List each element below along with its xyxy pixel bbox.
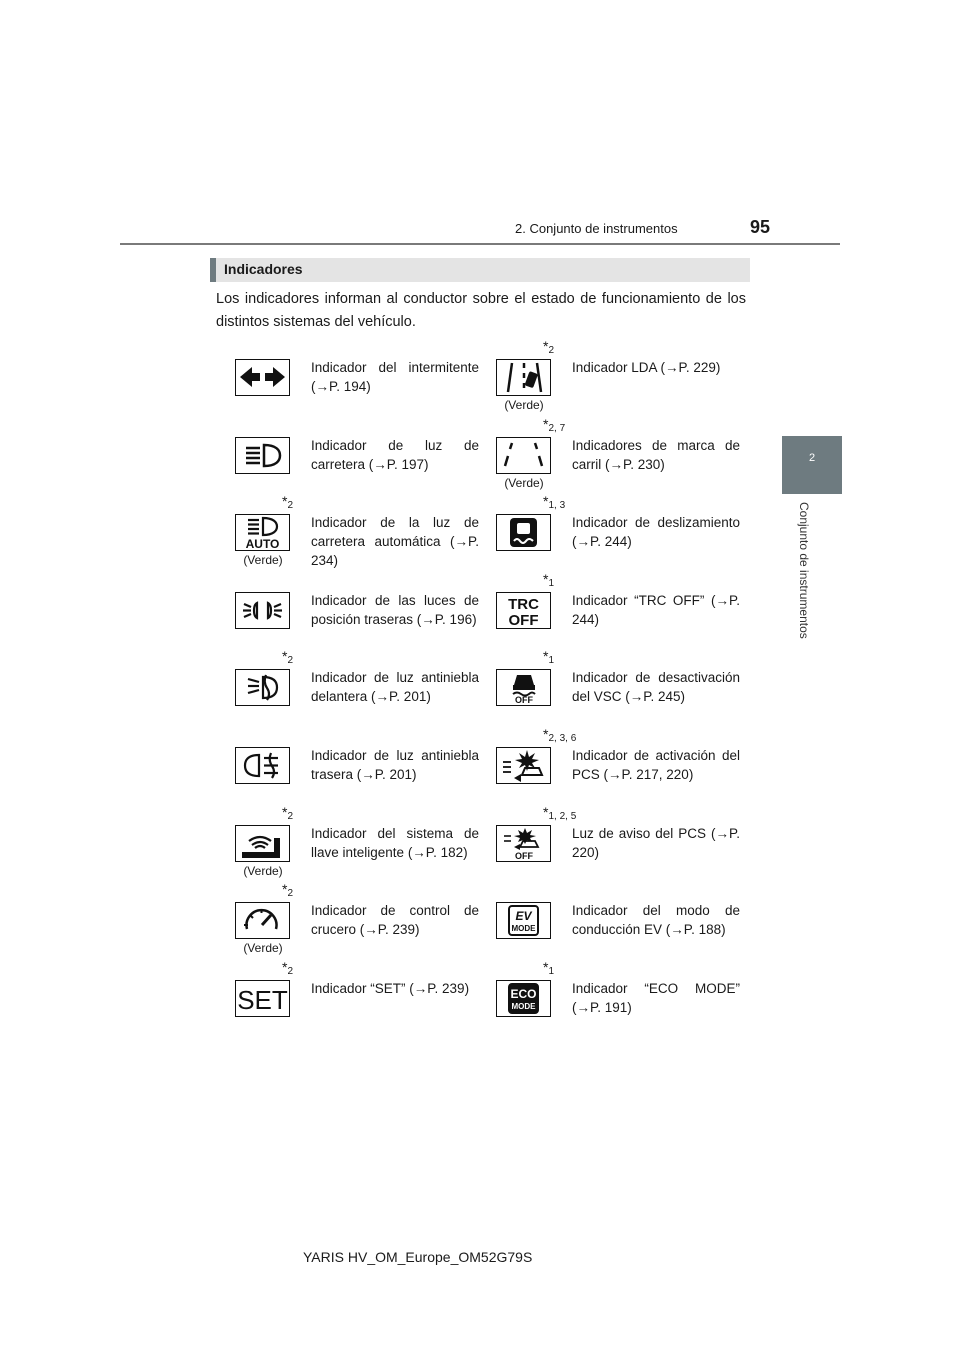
indicator-entry <box>210 726 479 804</box>
indicator-description: Indicador de luz de carretera (→P. 197) <box>311 437 479 472</box>
indicator-description: Indicador del modo de conducción EV (→P. 188) <box>572 903 740 938</box>
intro-paragraph: Los indicadores informan al conductor sobre el estado de funcionamiento de los distintos sistemas del vehículo. <box>216 291 746 330</box>
indicator-entry <box>210 338 479 416</box>
eco-mode-icon <box>497 981 550 1016</box>
footnote-ref: $*_2$ <box>543 338 555 356</box>
indicator-description: Indicador de activación del PCS (→P. 217, 220) <box>572 748 740 782</box>
indicator-description: Luz de aviso del PCS (→P. 220) <box>572 825 740 860</box>
indicator-box <box>496 669 551 706</box>
svg-text:OFF: OFF <box>515 695 533 706</box>
indicator-box <box>496 437 551 474</box>
indicator-box <box>235 592 290 629</box>
indicator-entry <box>471 958 740 1037</box>
footnote-ref: $*_1$ <box>543 648 555 667</box>
auto-high-beam-icon <box>236 515 289 550</box>
chapter-number: 2 <box>808 452 816 464</box>
page-number: 95 <box>750 217 771 237</box>
section-heading <box>210 258 750 282</box>
indicator-box <box>496 980 551 1017</box>
indicator-box <box>235 902 290 939</box>
indicator-box <box>235 359 290 396</box>
indicator-description: Indicador “TRC OFF” (→P. 244) <box>572 592 740 627</box>
indicator-color: (Verde) <box>243 941 283 956</box>
indicator-box <box>235 980 290 1017</box>
set-glyph: SET <box>237 984 288 1015</box>
indicator-entry <box>210 648 479 726</box>
svg-text:OFF: OFF <box>515 850 533 861</box>
indicator-box <box>235 437 290 474</box>
vsc-off-icon <box>497 670 550 705</box>
footnote-ref: $*_1$ <box>543 570 555 589</box>
footnote-ref: $*_{2, 7}$ <box>543 415 566 434</box>
indicator-description: Indicador de deslizamiento (→P. 244) <box>572 515 740 550</box>
rear-fog-icon <box>236 748 289 783</box>
indicator-description: Indicador del intermitente (→P. 194) <box>311 360 479 394</box>
indicator-box <box>235 514 290 551</box>
indicator-description: Indicador de luz antiniebla trasera (→P. 201) <box>311 748 479 782</box>
indicator-entry <box>210 803 479 882</box>
indicator-entry <box>471 648 740 726</box>
set-icon <box>236 981 289 1016</box>
svg-text:TRC: TRC <box>508 595 539 613</box>
chapter-label: Conjunto de instrumentos <box>797 502 811 639</box>
indicator-entry <box>210 571 479 649</box>
indicator-description: Indicador de la luz de carretera automática (→P. 234) <box>311 515 479 569</box>
footnote-ref: $*_1$ <box>543 958 555 977</box>
header-divider <box>120 243 840 245</box>
indicator-entry <box>471 726 740 804</box>
turn-signal-icon <box>236 360 289 395</box>
indicator-entry <box>471 881 740 959</box>
indicator-description: Indicador “SET” (→P. 239) <box>311 980 470 996</box>
footnote-ref: $*_2$ <box>282 493 294 512</box>
indicator-box <box>235 825 290 862</box>
indicator-box <box>496 592 551 629</box>
indicator-color: (Verde) <box>243 863 283 878</box>
indicator-description: Indicador de control de crucero (→P. 239) <box>311 903 479 938</box>
svg-text:MODE: MODE <box>511 1001 536 1011</box>
indicator-entry <box>210 416 479 494</box>
footnote-ref: $*_2$ <box>282 803 294 822</box>
indicator-color: (Verde) <box>243 553 283 568</box>
footnote-ref: $*_2$ <box>282 881 294 900</box>
indicator-description: Indicador “ECO MODE” (→P. 191) <box>572 980 740 1015</box>
trc-off-icon <box>497 593 550 628</box>
svg-text:MODE: MODE <box>511 924 536 934</box>
footnote-ref: $*_{2, 3, 6}$ <box>543 726 577 744</box>
svg-text:ECO: ECO <box>510 986 537 1001</box>
indicator-description: Indicador de las luces de posición traseras (→P. 196) <box>311 592 479 627</box>
ev-mode-icon <box>497 903 550 938</box>
pcs-icon <box>497 748 550 783</box>
pcs-warning-icon <box>497 826 550 861</box>
footnote-ref: $*_{1, 3}$ <box>543 493 566 512</box>
indicator-description: Indicadores de marca de carril (→P. 230) <box>572 437 740 472</box>
header-section-title: 2. Conjunto de instrumentos <box>515 221 678 236</box>
front-fog-icon <box>236 670 289 705</box>
indicator-description: Indicador de desactivación del VSC (→P. 245) <box>572 670 740 705</box>
indicator-box <box>235 747 290 784</box>
indicator-description: Indicador LDA (→P. 229) <box>572 360 721 375</box>
indicator-description: Indicador de luz antiniebla delantera (→P. 201) <box>311 670 479 705</box>
indicator-box <box>496 747 551 784</box>
indicator-box <box>496 825 551 862</box>
section-accent <box>210 258 216 282</box>
indicator-color: (Verde) <box>504 398 544 412</box>
indicator-entry <box>471 338 731 416</box>
high-beam-icon <box>236 438 289 473</box>
indicator-entry <box>471 415 740 494</box>
indicator-entry <box>471 570 740 649</box>
smart-key-icon <box>236 826 289 861</box>
chapter-tab <box>782 436 842 494</box>
slip-icon <box>497 515 550 550</box>
indicator-color: (Verde) <box>504 475 544 490</box>
svg-text:EV: EV <box>515 909 532 924</box>
svg-text:OFF: OFF <box>508 611 539 628</box>
indicator-box <box>235 669 290 706</box>
footnote-ref: $*_{1, 2, 5}$ <box>543 803 577 822</box>
indicator-box <box>496 514 551 551</box>
indicator-entry <box>471 803 740 882</box>
indicator-entry <box>210 493 479 571</box>
indicator-box <box>496 902 551 939</box>
section-title: Indicadores <box>224 261 303 277</box>
svg-text:AUTO: AUTO <box>245 537 280 551</box>
indicator-entry <box>210 881 479 959</box>
lda-icon <box>497 360 550 395</box>
cruise-control-icon <box>236 903 289 938</box>
indicator-description: Indicador del sistema de llave inteligente (→P. 182) <box>311 825 479 860</box>
indicator-entry <box>471 493 740 571</box>
footnote-ref: $*_2$ <box>282 648 294 667</box>
footnote-ref: $*_2$ <box>282 958 294 977</box>
footer-model-code: YARIS HV_OM_Europe_OM52G79S <box>303 1249 533 1265</box>
indicator-box <box>496 359 551 396</box>
indicator-entry <box>210 959 470 1037</box>
lane-marker-icon <box>497 438 550 473</box>
tail-light-icon <box>236 593 289 628</box>
